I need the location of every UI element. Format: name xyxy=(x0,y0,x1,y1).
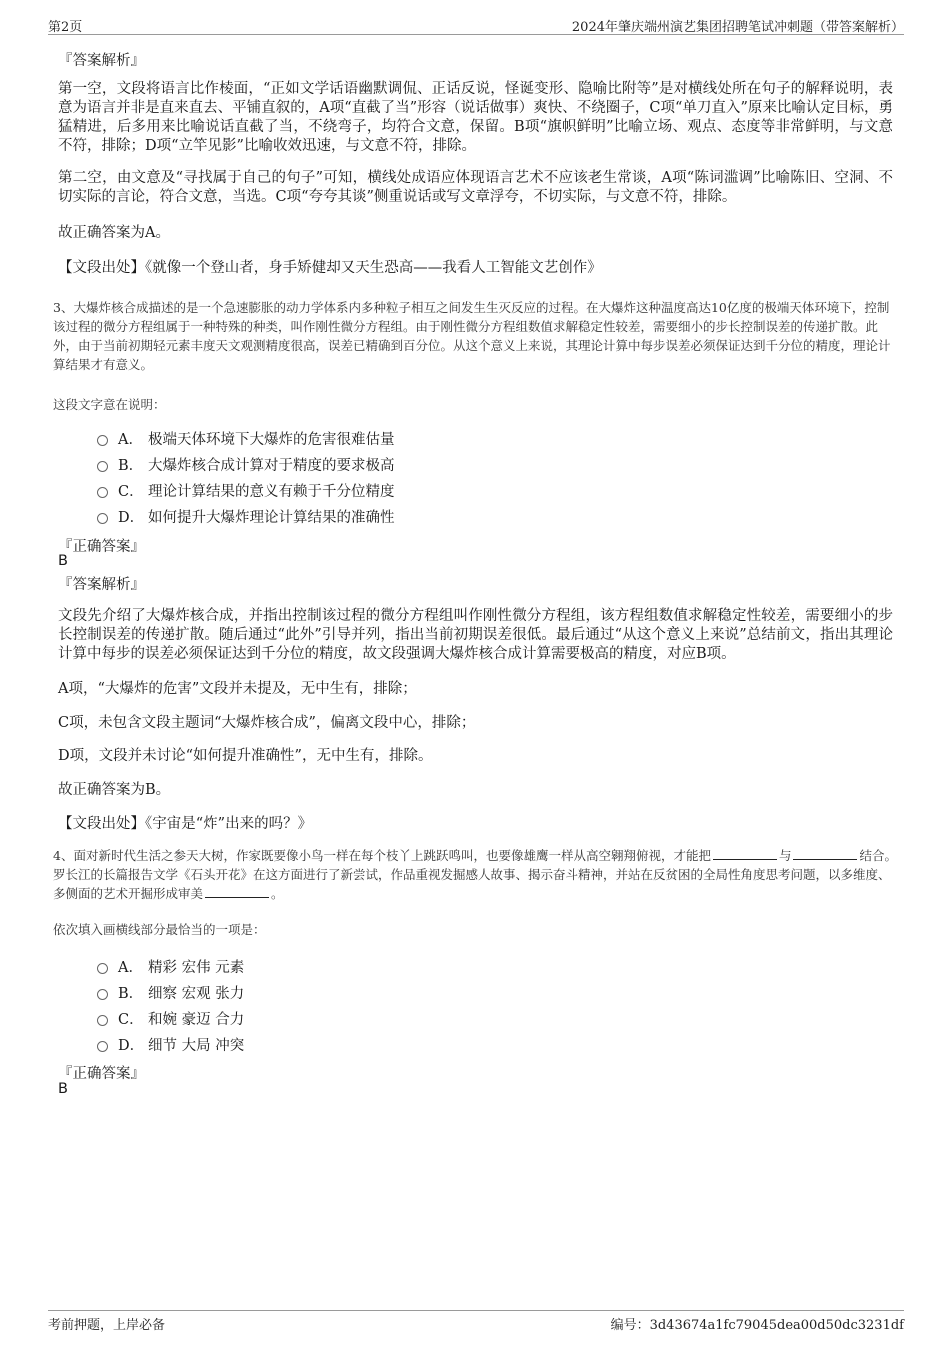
q3-option-a[interactable]: A． 极端天体环境下大爆炸的危害很难估量 xyxy=(97,428,395,449)
footer-document-id: 编号：3d43674a1fc79045dea00d50dc3231df xyxy=(610,1318,904,1333)
q3-analysis-line-d: D项，文段并未讨论“如何提升准确性”，无中生有，排除。 xyxy=(58,748,433,764)
q4-stem: 4、面对新时代生活之参天大树，作家既要像小鸟一样在每个枝丫上跳跃鸣叫，也要像雄鹰一样从高空翱翔俯视，才能把 与 结合。罗长江的长篇报告文学《石头开花》在这方面进行了新尝试，作品重视发掘感人故事、揭示奋斗精神，并站在反贫困的全局性角度思考问题，以多维度、多侧面的艺术开掘形成审美 。 xyxy=(53,848,897,901)
blank-2 xyxy=(793,847,857,860)
q2-analysis-para1: 第一空，文段将语言比作棱面，“正如文学话语幽默调侃、正话反说，怪诞变形、隐喻比附等”是对横线处所在句子的解释说明，表意为语言并非是直来直去、平铺直叙的，A项“直截了当”形容（说话做事）爽快、不绕圈子，C项“单刀直入”原来比喻认定目标，勇猛精进，后多用来比喻说话直截了当，不绕弯子，均符合文意，保留。B项“旗帜鲜明”比喻立场、观点、态度等非常鲜明，与文意不符，排除；D项“立竿见影”比喻收效迅速，与文意不符，排除。 xyxy=(58,81,893,154)
q4-option-a[interactable]: A． 精彩 宏伟 元素 xyxy=(97,956,244,977)
q3-option-b[interactable]: B． 大爆炸核合成计算对于精度的要求极高 xyxy=(97,454,395,475)
q2-analysis-label: 『答案解析』 xyxy=(58,53,145,69)
blank-3 xyxy=(205,885,269,898)
q4-option-c[interactable]: C． 和婉 豪迈 合力 xyxy=(97,1008,244,1029)
page-number: 第2页 xyxy=(48,20,83,35)
radio-icon[interactable] xyxy=(97,487,108,498)
q3-correct-answer: B xyxy=(58,553,68,569)
radio-icon[interactable] xyxy=(97,513,108,524)
q3-analysis-line-a: A项，“大爆炸的危害”文段并未提及，无中生有，排除； xyxy=(58,681,417,697)
radio-icon[interactable] xyxy=(97,461,108,472)
q2-conclusion: 故正确答案为A。 xyxy=(58,225,170,241)
footer-slogan: 考前押题，上岸必备 xyxy=(48,1318,166,1333)
q4-option-b[interactable]: B． 细察 宏观 张力 xyxy=(97,982,244,1003)
q2-source: 【文段出处】《就像一个登山者，身手矫健却又天生恐高——我看人工智能文艺创作》 xyxy=(58,260,602,276)
radio-icon[interactable] xyxy=(97,1015,108,1026)
q3-analysis-line-c: C项，未包含文段主题词“大爆炸核合成”，偏离文段中心，排除； xyxy=(58,715,476,731)
q3-source: 【文段出处】《宇宙是“炸”出来的吗？》 xyxy=(58,816,313,832)
blank-1 xyxy=(713,847,777,860)
radio-icon[interactable] xyxy=(97,989,108,1000)
q3-analysis-label: 『答案解析』 xyxy=(58,577,145,593)
q4-ask: 依次填入画横线部分最恰当的一项是： xyxy=(53,922,266,937)
q3-analysis-para1: 文段先介绍了大爆炸核合成，并指出控制该过程的微分方程组叫作刚性微分方程组，该方程组数值求解稳定性较差，需要细小的步长控制误差的传递扩散。随后通过“此外”引导并列，指出当前初期误差很低。最后通过“从这个意义上来说”总结前文，指出其理论计算中每步的误差必须保证达到千分位的精度，故文段强调大爆炸核合成计算需要极高的精度，对应B项。 xyxy=(58,608,893,662)
q3-conclusion: 故正确答案为B。 xyxy=(58,782,171,798)
q4-correct-label: 『正确答案』 xyxy=(58,1066,145,1082)
q3-ask: 这段文字意在说明： xyxy=(53,397,166,412)
q4-option-d[interactable]: D． 细节 大局 冲突 xyxy=(97,1034,244,1055)
radio-icon[interactable] xyxy=(97,435,108,446)
radio-icon[interactable] xyxy=(97,1041,108,1052)
page-footer xyxy=(48,1310,904,1333)
q3-stem: 3、大爆炸核合成描述的是一个急速膨胀的动力学体系内多种粒子相互之间发生生灭反应的过程。在大爆炸这种温度高达10亿度的极端天体环境下，控制该过程的微分方程组属于一种特殊的种类，叫作刚性微分方程组。由于刚性微分方程组数值求解稳定性较差，需要细小的步长控制误差的传递扩散。此外，由于当前初期轻元素丰度天文观测精度很高，误差已精确到百分位。从这个意义上来说，其理论计算中每步误差必须保证达到千分位的精度，理论计算结果才有意义。 xyxy=(53,300,891,372)
page-header xyxy=(48,14,904,35)
q3-option-c[interactable]: C． 理论计算结果的意义有赖于千分位精度 xyxy=(97,480,395,501)
q4-correct-answer: B xyxy=(58,1081,68,1097)
q3-correct-label: 『正确答案』 xyxy=(58,539,145,555)
q3-option-d[interactable]: D． 如何提升大爆炸理论计算结果的准确性 xyxy=(97,506,395,527)
document-title: 2024年肇庆端州演艺集团招聘笔试冲刺题（带答案解析） xyxy=(571,20,904,35)
q2-analysis-para2: 第二空，由文意及“寻找属于自己的句子”可知，横线处成语应体现语言艺术不应该老生常谈，A项“陈词滥调”比喻陈旧、空洞、不切实际的言论，符合文意，当选。C项“夸夸其谈”侧重说话或写文章浮夸，不切实际，与文意不符，排除。 xyxy=(58,170,893,205)
radio-icon[interactable] xyxy=(97,963,108,974)
